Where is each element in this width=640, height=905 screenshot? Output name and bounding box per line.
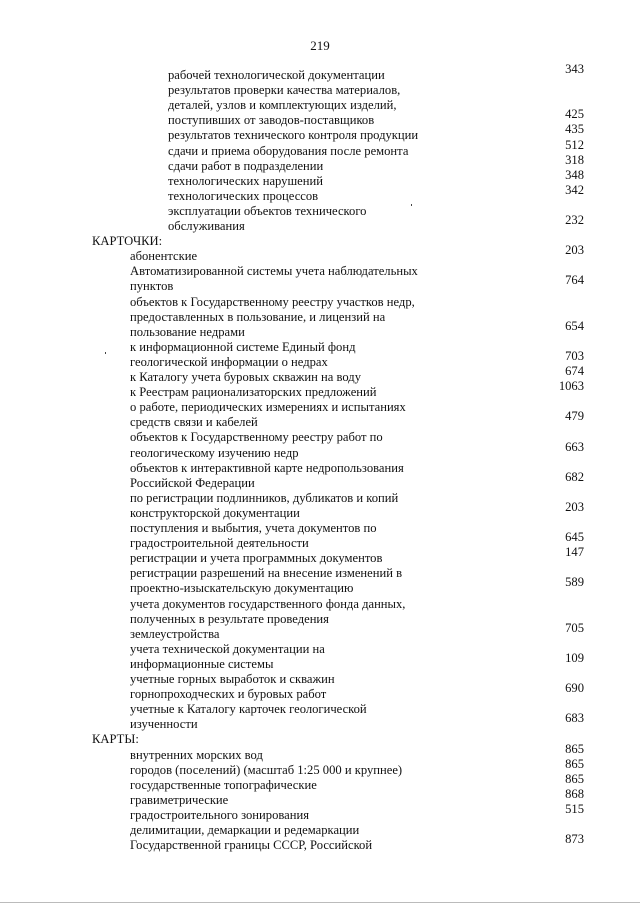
- index-page-number: 703: [565, 348, 584, 363]
- index-page-number: 318: [565, 152, 584, 167]
- index-entry-text: Автоматизированной системы учета наблюдательных: [130, 264, 418, 279]
- index-entry-text: к Каталогу учета буровых скважин на воду: [130, 370, 361, 384]
- index-page-number: 342: [565, 182, 584, 197]
- index-entry-text: деталей, узлов и комплектующих изделий,: [168, 98, 397, 113]
- index-page-number: 109: [565, 650, 584, 665]
- index-page-number: 203: [565, 499, 584, 514]
- index-entry-text: градостроительного зонирования: [130, 807, 310, 822]
- index-page-number: 348: [565, 167, 584, 182]
- index-entry-text: результатов проверки качества материалов,: [168, 83, 401, 98]
- index-entry-text: пунктов: [130, 279, 174, 294]
- index-entry-text: делимитации, демаркации и редемаркации: [130, 823, 360, 837]
- index-entry-text: рабочей технологической документации: [168, 68, 385, 82]
- index-page-number: 232: [565, 213, 584, 227]
- index-page-number: 764: [565, 273, 584, 288]
- index-page-number: 674: [565, 364, 584, 378]
- index-page-number: 589: [565, 575, 584, 590]
- index-entry-text: полученных в результате проведения: [130, 611, 329, 626]
- index-page-number: 873: [565, 832, 584, 847]
- index-entry-text: поступивших от заводов-поставщиков: [168, 113, 375, 128]
- index-page-number: 868: [565, 786, 584, 801]
- index-entry-text: информационные системы: [130, 656, 274, 671]
- index-entry-text: внутренних морских вод: [130, 747, 263, 762]
- index-entry-text: учетные горных выработок и скважин: [130, 672, 335, 686]
- scan-speck: [411, 204, 412, 206]
- index-entry-text: предоставленных в пользование, и лицензий на: [130, 309, 386, 324]
- index-entry-text: к Реестрам рационализаторских предложений: [130, 385, 377, 400]
- index-page-number: 343: [565, 62, 584, 76]
- index-entry-text: Государственной границы СССР, Российской: [130, 838, 373, 853]
- index-entry-text: регистрации и учета программных документов: [130, 551, 383, 566]
- index-entry-text: геологической информации о недрах: [130, 354, 328, 369]
- index-entry-text: государственные топографические: [130, 777, 317, 792]
- index-entry-text: сдачи и приема оборудования после ремонта: [168, 143, 409, 158]
- index-entry-text: объектов к интерактивной карте недропользования: [130, 460, 404, 475]
- index-heading: КАРТОЧКИ:: [92, 234, 163, 249]
- index-entry-text: технологических нарушений: [168, 173, 323, 188]
- index-entry-text: учетные к Каталогу карточек геологической: [130, 702, 367, 717]
- index-entry-text: конструкторской документации: [130, 505, 300, 520]
- index-entry-text: результатов технического контроля продукции: [168, 128, 419, 143]
- index-entry-text: абонентские: [130, 249, 198, 264]
- index-entry-text: регистрации разрешений на внесение изменений в: [130, 566, 403, 581]
- index-entry-text: учета документов государственного фонда данных,: [130, 596, 406, 611]
- index-page-number: 479: [565, 409, 584, 424]
- index-entry-text: Российской Федерации: [130, 475, 255, 490]
- index-entry-text: учета технической документации на: [130, 641, 325, 656]
- index-entry-text: сдачи работ в подразделении: [168, 158, 324, 173]
- index-page-number: 705: [565, 620, 584, 635]
- index-entry-text: поступления и выбытия, учета документов по: [130, 521, 377, 535]
- index-page-number: 435: [565, 122, 584, 137]
- index-entry-text: к информационной системе Единый фонд: [130, 339, 356, 354]
- index-entry-text: объектов к Государственному реестру участков недр,: [130, 294, 415, 309]
- index-entry-text: городов (поселений) (масштаб 1:25 000 и крупнее): [130, 762, 403, 777]
- index-page-number: 663: [565, 439, 584, 454]
- index-entry-text: обслуживания: [168, 219, 245, 233]
- index-page-number: 1063: [558, 379, 584, 394]
- index-page-number: 654: [565, 318, 584, 333]
- index-page-number: 512: [565, 137, 584, 152]
- index-page-number: 865: [565, 756, 584, 771]
- index-heading: КАРТЫ:: [92, 732, 139, 747]
- index-entry-text: объектов к Государственному реестру работ по: [130, 430, 383, 445]
- index-entry-text: градостроительной деятельности: [130, 536, 309, 551]
- index-entry-text: проектно-изыскательскую документацию: [130, 581, 354, 596]
- index-entry-text: технологических процессов: [168, 188, 319, 203]
- scan-speck: [105, 352, 106, 354]
- index-entry-text: гравиметрические: [130, 792, 229, 807]
- index-page-number: 203: [565, 243, 584, 258]
- index-entry-text: горнопроходческих и буровых работ: [130, 687, 327, 702]
- index-entry-text: геологическому изучению недр: [130, 445, 299, 460]
- index-entry-text: изученности: [130, 717, 198, 732]
- index-entry-text: эксплуатации объектов технического: [168, 203, 367, 218]
- index-entry-text: по регистрации подлинников, дубликатов и копий: [130, 490, 399, 505]
- index-entry-text: средств связи и кабелей: [130, 415, 258, 430]
- index-page-number: 690: [565, 681, 584, 696]
- index-entry-text: землеустройства: [130, 626, 220, 641]
- index-entry-text: пользование недрами: [130, 324, 245, 339]
- index-page-number: 682: [565, 469, 584, 484]
- index-entry-text: о работе, периодических измерениях и испытаниях: [130, 400, 406, 415]
- index-page-number: 515: [565, 801, 584, 816]
- index-page-number: 865: [565, 771, 584, 786]
- index-page-number: 425: [565, 107, 584, 122]
- index-page-number: 147: [565, 545, 584, 560]
- index-page-number: 645: [565, 530, 584, 545]
- index-page-number: 683: [565, 711, 584, 726]
- index-page-number: 865: [565, 741, 584, 756]
- page-number: 219: [310, 38, 330, 53]
- scan-edge-line: [0, 902, 640, 903]
